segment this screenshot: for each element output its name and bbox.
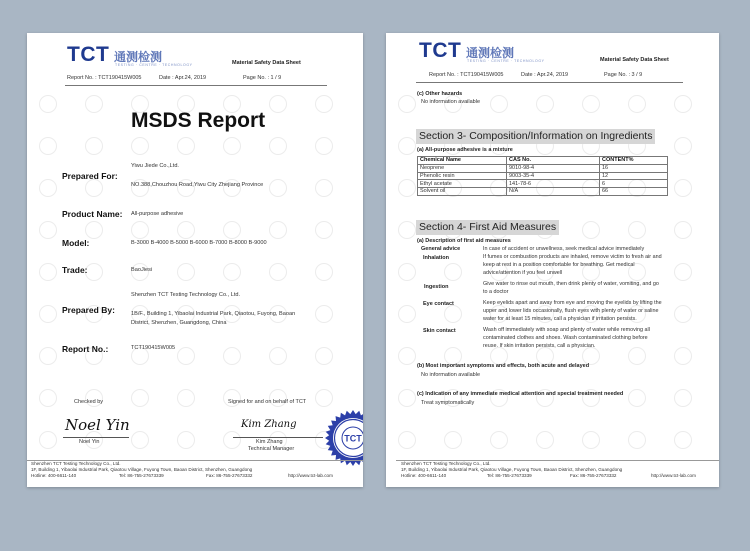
- watermark-mark: [177, 221, 195, 239]
- msds-page-3: [386, 33, 719, 487]
- first-aid-line: reuse. If skin irritation persists, call a physician.: [483, 342, 596, 349]
- tct-logo-chinese: 通测检测: [114, 50, 163, 64]
- watermark-mark: [269, 263, 287, 281]
- footer-company: Shenzhen TCT Testing Technology Co., Ltd.: [31, 461, 121, 466]
- first-aid-line: If fumes or combustion products are inhaled, remove victim to fresh air and: [483, 254, 662, 260]
- watermark-mark: [223, 263, 241, 281]
- first-aid-label: Ingestion: [424, 284, 449, 290]
- first-aid-description-label: (a) Description of first aid measures: [417, 238, 511, 244]
- watermark-mark: [315, 95, 333, 113]
- footer-address: 1F, Building 1, Yibaolai Industrial Park, Qiaotou Village, Fuyong Town, Baoan District, Shenzhen, Guangdong: [401, 467, 623, 472]
- prepared-for-name: Yiwu Jiede Co.,Ltd.: [131, 163, 179, 169]
- watermark-mark: [177, 431, 195, 449]
- footer-web: http://www.tct-lab.com: [288, 473, 333, 478]
- table-cell: Ethyl acetate: [418, 180, 507, 188]
- watermark-mark: [223, 221, 241, 239]
- manager-name: Kim Zhang: [256, 439, 283, 445]
- footer-company: Shenzhen TCT Testing Technology Co., Ltd.: [401, 461, 491, 466]
- column-header: CAS No.: [507, 157, 600, 165]
- watermark-mark: [674, 431, 692, 449]
- prepared-by-label: Prepared By:: [62, 305, 115, 315]
- watermark-mark: [674, 389, 692, 407]
- table-cell: 141-78-6: [507, 180, 600, 188]
- indication-value: Treat symptomatically: [421, 400, 475, 406]
- watermark-mark: [39, 137, 57, 155]
- watermark-mark: [490, 431, 508, 449]
- watermark-mark: [315, 389, 333, 407]
- header-title: Material Safety Data Sheet: [232, 60, 301, 66]
- footer-address: 1F, Building 1, Yibaolai Industrial Park, Qiaotou Village, Fuyong Town, Baoan District, Shenzhen, Guangdong: [31, 467, 253, 472]
- prepared-by-address-line1: 1B/F., Building 1, Yibaolai Industrial Park, Qiaotou, Fuyong, Baoan: [131, 311, 296, 317]
- watermark-mark: [398, 137, 416, 155]
- table-cell: 9003-35-4: [507, 172, 600, 180]
- other-hazards-value: No information available: [421, 99, 481, 105]
- watermark-mark: [177, 263, 195, 281]
- watermark-mark: [315, 347, 333, 365]
- first-aid-text: [483, 327, 694, 350]
- watermark-mark: [536, 95, 554, 113]
- first-aid-line: In case of accident or unwellness, seek medical advice immediately: [483, 246, 645, 252]
- first-aid-line: water for at least 15 minutes, call a physician if irritation persists.: [483, 315, 637, 322]
- table-cell: 66: [600, 188, 668, 196]
- watermark-mark: [315, 137, 333, 155]
- table-cell: Solvent oil: [418, 188, 507, 196]
- prepared-by-address-line2: District, Shenzhen, Guangdong, China: [131, 320, 227, 326]
- table-cell: 16: [600, 164, 668, 172]
- watermark-mark: [269, 347, 287, 365]
- checker-name: Noel Yin: [79, 439, 100, 445]
- first-aid-text: [483, 281, 694, 297]
- watermark-mark: [85, 221, 103, 239]
- watermark-mark: [536, 431, 554, 449]
- table-cell: Phenolic resin: [418, 172, 507, 180]
- manager-signature: Kim Zhang: [241, 419, 297, 430]
- watermark-mark: [39, 389, 57, 407]
- prepared-for-address: NO.388,Chouzhou Road,Yiwu City Zhejiang Province: [131, 182, 264, 188]
- watermark-mark: [398, 431, 416, 449]
- watermark-mark: [490, 95, 508, 113]
- watermark-mark: [177, 389, 195, 407]
- watermark-mark: [398, 305, 416, 323]
- watermark-mark: [315, 263, 333, 281]
- indication-label: (c) Indication of any immediate medical attention and special treatment needed: [417, 391, 624, 397]
- table-cell: 9010-98-4: [507, 164, 600, 172]
- table-cell: N/A: [507, 188, 600, 196]
- symptoms-label: (b) Most important symptoms and effects, both acute and delayed: [417, 363, 590, 369]
- footer-fax: Fax: 86-755-27673332: [206, 473, 253, 478]
- checked-by-label: Checked by: [74, 399, 104, 405]
- page-title: MSDS Report: [131, 109, 266, 132]
- first-aid-text: [483, 246, 694, 254]
- seal-text: TCT: [344, 433, 362, 444]
- header-report-no: Report No. : TCT190415W005: [429, 72, 504, 78]
- watermark-mark: [269, 95, 287, 113]
- watermark-mark: [269, 137, 287, 155]
- column-header: CONTENT%: [600, 157, 668, 165]
- watermark-mark: [398, 179, 416, 197]
- watermark-mark: [315, 221, 333, 239]
- watermark-mark: [398, 347, 416, 365]
- watermark-mark: [398, 389, 416, 407]
- watermark-mark: [223, 137, 241, 155]
- other-hazards-label: (c) Other hazards: [417, 91, 463, 97]
- report-no-label: Report No.:: [62, 344, 109, 354]
- watermark-mark: [398, 95, 416, 113]
- watermark-mark: [674, 179, 692, 197]
- table-row: [418, 172, 668, 180]
- section-4-heading: Section 4- First Aid Measures: [416, 220, 559, 235]
- footer-tel: Tel: 86-755-27673339: [487, 473, 532, 478]
- watermark-mark: [39, 347, 57, 365]
- report-no-value: TCT190415W005: [131, 345, 176, 351]
- watermark-mark: [398, 263, 416, 281]
- footer-fax: Fax: 86-755-27673332: [570, 473, 617, 478]
- watermark-mark: [628, 431, 646, 449]
- watermark-mark: [674, 137, 692, 155]
- watermark-mark: [582, 95, 600, 113]
- first-aid-line: Give water to rinse out mouth, then drink plenty of water, vomiting, and go: [483, 281, 659, 287]
- first-aid-line: to a doctor: [483, 288, 509, 295]
- header-page-no: Page No. : 3 / 9: [604, 72, 643, 78]
- first-aid-label: Eye contact: [423, 301, 454, 307]
- table-row: [418, 164, 668, 172]
- product-name-value: All-purpose adhesive: [131, 211, 184, 217]
- table-cell: Neoprene: [418, 164, 507, 172]
- watermark-mark: [674, 95, 692, 113]
- first-aid-label: General advice: [421, 246, 461, 252]
- watermark-mark: [444, 431, 462, 449]
- tct-logo: TCT: [67, 43, 110, 66]
- header-divider: [65, 85, 327, 86]
- watermark-mark: [85, 179, 103, 197]
- header-date: Date : Apr.24, 2019: [159, 75, 207, 81]
- watermark-mark: [39, 263, 57, 281]
- signed-for-label: Signed for and on behalf of TCT: [228, 399, 307, 405]
- watermark-mark: [39, 221, 57, 239]
- trade-label: Trade:: [62, 265, 88, 275]
- company-seal-stamp: [324, 409, 363, 467]
- watermark-mark: [628, 221, 646, 239]
- column-header: Chemical Name: [418, 157, 507, 165]
- watermark-mark: [315, 305, 333, 323]
- tct-logo-subtitle: TESTING · CENTRE · TECHNOLOGY: [467, 59, 545, 63]
- first-aid-line: Keep eyelids apart and away from eye and moving the eyelids by lifting the: [483, 300, 662, 306]
- checker-signature: Noel Yin: [65, 416, 130, 434]
- watermark-mark: [628, 95, 646, 113]
- product-name-label: Product Name:: [62, 209, 123, 219]
- first-aid-line: Wash off immediately with soap and plenty of water while removing all: [483, 327, 650, 333]
- first-aid-label: Inhalation: [423, 255, 449, 261]
- header-page-no: Page No. : 1 / 9: [243, 75, 282, 81]
- watermark-mark: [269, 221, 287, 239]
- footer-tel: Tel: 86-755-27673339: [119, 473, 164, 478]
- manager-signature-line: [233, 437, 323, 438]
- watermark-mark: [628, 389, 646, 407]
- watermark-mark: [177, 347, 195, 365]
- first-aid-label: Skin contact: [423, 328, 456, 334]
- tct-logo-chinese: 通测检测: [466, 46, 515, 60]
- footer-hotline: Hotline: 400-6611-140: [31, 473, 77, 478]
- header-divider: [416, 82, 683, 83]
- first-aid-line: contaminated clothes and shoes. Wash contaminated clothing before: [483, 334, 648, 341]
- watermark-mark: [39, 431, 57, 449]
- table-row: [418, 180, 668, 188]
- tct-logo-subtitle: TESTING · CENTRE · TECHNOLOGY: [115, 63, 193, 67]
- trade-value: BaoJiesi: [131, 267, 153, 273]
- watermark-mark: [674, 221, 692, 239]
- first-aid-line: keep at rest in a position comfortable for breathing. Get medical: [483, 261, 635, 268]
- first-aid-line: upper and lower lids occasionally, flush eyes with plenty of water or saline: [483, 307, 659, 314]
- first-aid-line: advice/attention if you feel unwell: [483, 269, 563, 276]
- watermark-mark: [223, 431, 241, 449]
- watermark-mark: [582, 431, 600, 449]
- watermark-mark: [39, 305, 57, 323]
- footer-hotline: Hotline: 400-6611-140: [401, 473, 447, 478]
- watermark-mark: [39, 179, 57, 197]
- watermark-mark: [582, 221, 600, 239]
- footer-web: http://www.tct-lab.com: [651, 473, 696, 478]
- watermark-mark: [131, 137, 149, 155]
- watermark-mark: [131, 221, 149, 239]
- checker-signature-line: [63, 437, 129, 438]
- mixture-label: (a) All-purpose adhesive is a mixture: [417, 147, 513, 153]
- header-date: Date : Apr.24, 2019: [521, 72, 569, 78]
- watermark-mark: [39, 95, 57, 113]
- model-value: B-3000 B-4000 B-5000 B-6000 B-7000 B-8000 B-9000: [131, 240, 267, 246]
- table-cell: 6: [600, 180, 668, 188]
- watermark-mark: [315, 179, 333, 197]
- first-aid-text: [483, 300, 694, 323]
- table-cell: 12: [600, 172, 668, 180]
- prepared-by-name: Shenzhen TCT Testing Technology Co., Ltd.: [131, 292, 241, 298]
- table-row: [418, 188, 668, 196]
- watermark-mark: [269, 179, 287, 197]
- first-aid-text: [483, 254, 694, 277]
- symptoms-value: No information available: [421, 372, 481, 378]
- first-aid-list: [417, 246, 707, 371]
- watermark-mark: [131, 431, 149, 449]
- tct-logo: TCT: [419, 39, 462, 62]
- section-3-heading: Section 3- Composition/Information on Ingredients: [416, 129, 655, 144]
- header-report-no: Report No. : TCT190415W005: [67, 75, 142, 81]
- msds-cover-page: [27, 33, 363, 487]
- manager-title: Technical Manager: [248, 446, 295, 452]
- header-title: Material Safety Data Sheet: [600, 57, 669, 63]
- watermark-mark: [398, 221, 416, 239]
- model-label: Model:: [62, 238, 90, 248]
- watermark-mark: [223, 347, 241, 365]
- watermark-mark: [177, 137, 195, 155]
- watermark-mark: [131, 389, 149, 407]
- prepared-for-label: Prepared For:: [62, 171, 118, 181]
- watermark-mark: [85, 95, 103, 113]
- watermark-mark: [85, 137, 103, 155]
- table-header-row: [418, 157, 668, 165]
- composition-table: [417, 156, 668, 196]
